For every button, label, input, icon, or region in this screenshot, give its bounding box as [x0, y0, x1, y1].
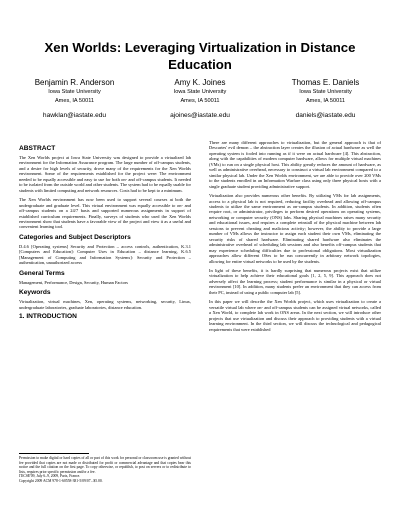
author-3: [263, 78, 388, 121]
conference-line: ITiCSE'09, July 6–9, 2009, Paris, France.: [19, 474, 81, 479]
author-name: Thomas E. Daniels: [291, 78, 360, 87]
paper-title: Xen Worlds: Leveraging Virtualization in Distance Education: [44, 40, 356, 72]
author-affiliation: Iowa State University: [173, 89, 227, 95]
footnote-rule: [19, 453, 89, 454]
permission-block: [19, 453, 191, 483]
categories-text: D.4.6 [Operating systems] Security and Protection – access controls, authentication, K.3.1 [Computers and Education]: Computer Uses in Education – distance learning, K.6.5 [Management of Computing and Information Systems]: Security and Protection – authentication, unauthorized access: [19, 243, 191, 266]
body-paragraph-2: Virtualization also provides numerous other benefits. By utilizing VMs for lab assignments, access to a physical lab is not required, reducing facility overhead and allowing off-campus students to utilize the same environment as on-campus students. In addition, students often require root, or administrator, privileges to perform desired operations on operating systems, networking or computer security (ONS) labs. Sharing physical machines raises many security and educational issues, and requires a complete reinstall of the physical machine between lab sessions to prevent cheating and malicious activity; however, the ability to provide a large number of VMs allows the instructor to assign each student their own VMs, eliminating the security risks of shared hardware. Eliminating shared hardware also eliminates the administrative overhead of scheduling lab sessions and also benefits off-campus students that may experience scheduling difficulties due to professional obligations. Most virtualization approaches allow different OSes to be run concurrently in arbitrary network topologies, allowing for entire virtual networks to be used by the students.: [209, 193, 381, 264]
author-location: Ames, IA 50011: [54, 98, 95, 104]
keywords-heading: Keywords: [19, 289, 51, 297]
categories-heading: Categories and Subject Descriptors: [19, 233, 131, 241]
author-1: [12, 78, 137, 121]
keywords-text: Virtualization, virtual machines, Xen, operating systems, networking, security, Linux, undergraduate laboratories, graduate laboratories, distance education.: [19, 299, 191, 310]
author-name: Benjamin R. Anderson: [34, 78, 115, 87]
general-terms-text: Management, Performance, Design, Security, Human Factors: [19, 279, 129, 285]
abstract-paragraph-1: The Xen Worlds project at Iowa State University was designed to provide a virtualized lab environment for the Information Assurance program. The large number of off-campus students, and a desire for high levels of security, drove many of the requirements for the Xen Worlds environment. Some of the requirements established for the project were: The environment needed to be equally accessible and easy to use for both on- and off-campus students. It needed to be isolated from the outside world and other students. The system had to be equally usable for students with limited computing and network resources. Costs had to be kept to a minimum.: [19, 155, 191, 193]
author-name: Amy K. Joines: [174, 78, 226, 87]
author-location: Ames, IA 50011: [180, 98, 220, 104]
abstract-paragraph-2: The Xen Worlds environment has now been used to support several courses at both the undergraduate and graduate level. This virtual environment was equally accessible to on- and off-campus students on a 24/7 basis and supported numerous assignments in support of established curriculum requirements. Finally, surveys of students who used the Xen Worlds environment show that students have a favorable view of the project and view it as a useful and convenient learning tool.: [19, 197, 191, 230]
body-paragraph-1: There are many different approaches to virtualization, but the general approach is that of Descartes' evil demon – the abstraction layer creates the illusion of actual hardware as well the operating system is fooled into running as if it were on actual hardware [4]. This abstraction, along with the capabilities of modern computer hardware, allows for multiple virtual machines (VMs) to run on a single physical host. This ability greatly reduces the amount of hardware, as well as administrative overhead, necessary to construct a virtual lab environment compared to a similar physical lab. Under the Xen Worlds environment, we are able to provide over 200 VMs to the students enrolled in an Information Warfare class using only three physical hosts with a single graduate student providing administrative support.: [209, 140, 381, 189]
author-email: hawklan@iastate.edu: [42, 112, 107, 119]
body-paragraph-3: In light of these benefits, it is hardly surprising that numerous projects exist that utilize virtualization to help achieve their educational goals [1, 2, 5, 9]. This approach does not adversely affect the learning process; student performance is similar in a physical or virtual environment [10]. In addition, many students prefer an environment that they can access from their PC, instead of using a public computer lab [5].: [209, 267, 381, 295]
abstract-heading: ABSTRACT: [19, 145, 56, 152]
author-block: [12, 78, 388, 121]
left-column: [19, 142, 191, 323]
body-paragraph-4: In this paper we will describe the Xen Worlds project, which uses virtualization to create a versatile virtual lab where on- and off-campus students can be assigned virtual networks, called a Xen World, to complete lab work in ONS areas. In the next section, we will introduce other projects that use virtualization and discuss their approach to providing students with a virtual learning environment. In the third section, we will discuss the technological and pedagogical requirements that were established: [209, 299, 381, 332]
author-email: ajoines@iastate.edu: [170, 112, 230, 119]
general-terms-heading: General Terms: [19, 269, 65, 277]
author-email: daniels@iastate.edu: [295, 112, 356, 119]
author-affiliation: Iowa State University: [299, 89, 352, 95]
right-column: [209, 140, 381, 336]
author-location: Ames, IA 50011: [305, 98, 346, 104]
author-affiliation: Iowa State University: [48, 89, 101, 95]
introduction-heading: 1. INTRODUCTION: [19, 313, 77, 321]
permission-notice: Permission to make digital or hard copies of all or part of this work for personal or classroom use is granted without fee provided that copies are not made or distributed for profit or commercial advantage and that copies bear this notice and the full citation on the first page. To copy otherwise, or republish, to post on servers or to redistribute to lists, requires prior specific permission and/or a fee.: [19, 456, 191, 474]
copyright-line: Copyright 2009 ACM 978-1-60558-381-5/09/07...$5.00.: [19, 478, 103, 483]
author-2: [138, 78, 263, 121]
